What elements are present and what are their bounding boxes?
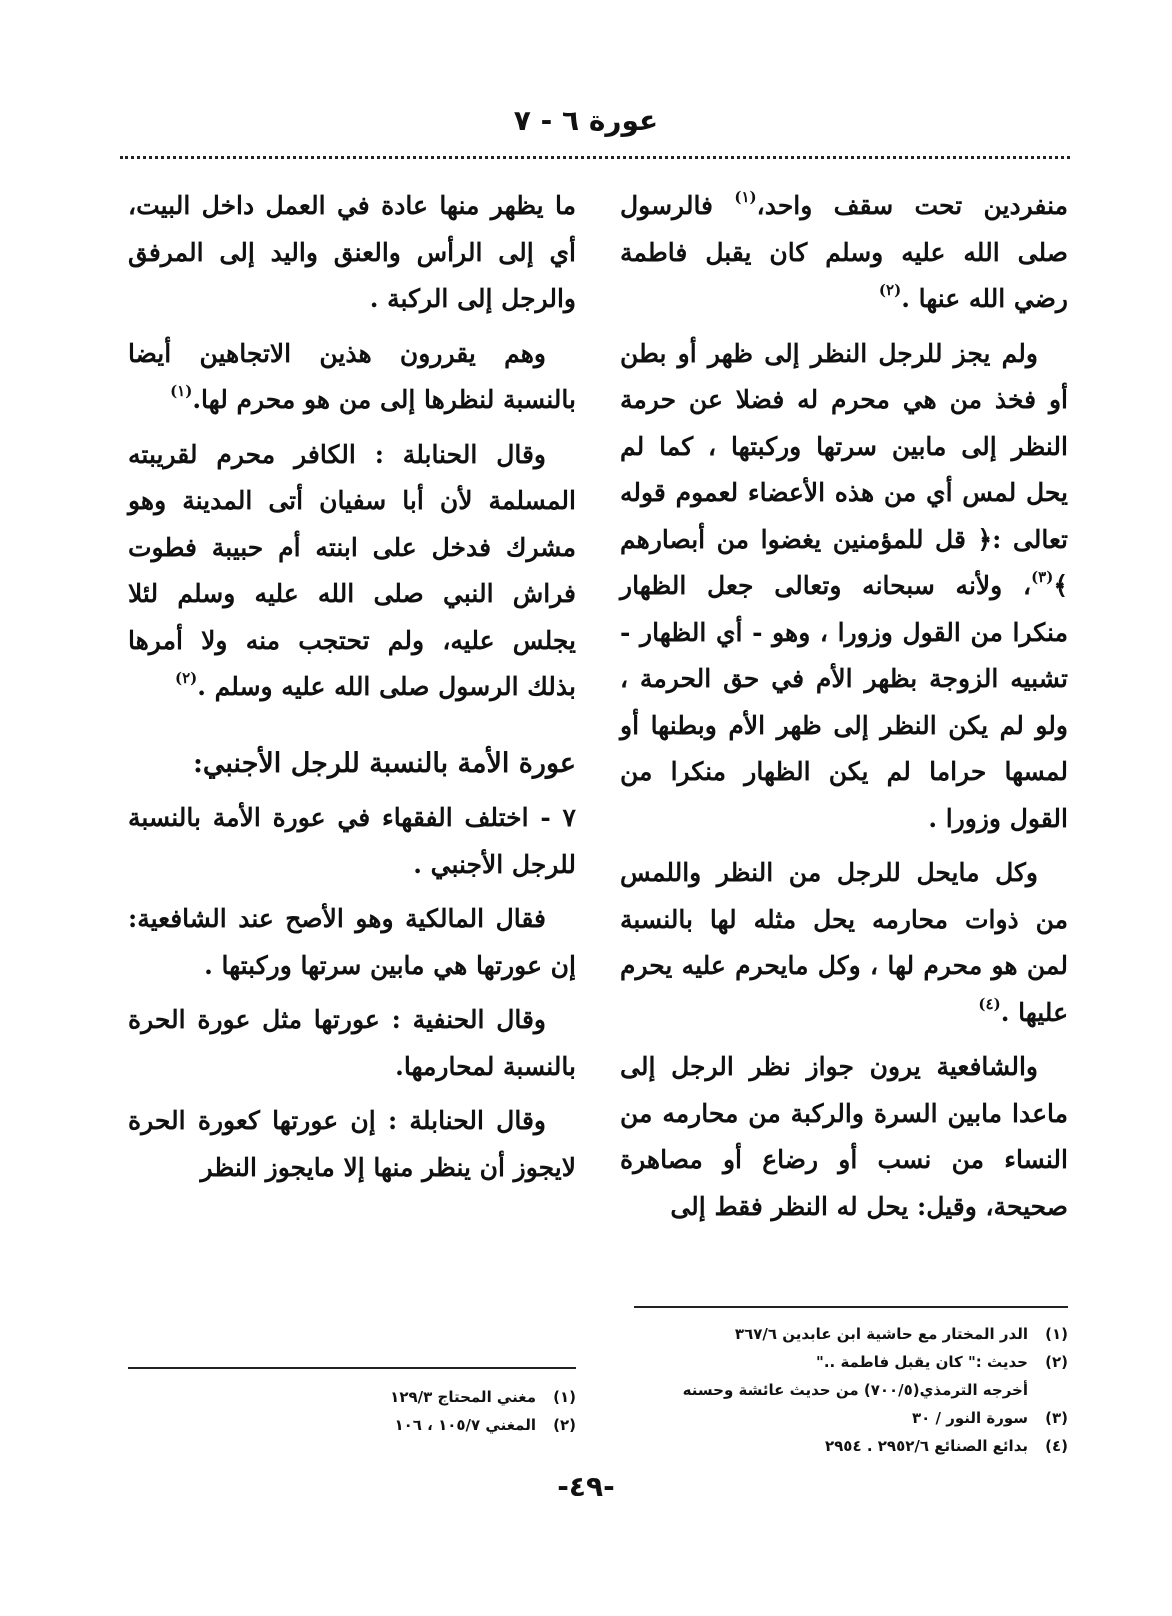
footnote-number: (٢): [1045, 1353, 1068, 1371]
paragraph: [128, 997, 576, 1090]
footnote-separator: [634, 1306, 1068, 1308]
footnote: [128, 1383, 576, 1411]
right-column: [620, 183, 1068, 1238]
paragraph: [620, 1044, 1068, 1230]
paragraph: [620, 331, 1068, 843]
page-header-title: عورة ٦ - ٧: [513, 104, 659, 137]
paragraph-text: ولم يجز للرجل النظر إلى ظهر أو بطن أو فخذ من هي محرم له فضلا عن حرمة النظر إلى مابين سرتها وركبتها ، كما لم يحل لمس أي من هذه الأعضاء لعموم قوله تعالى :﴿ قل للمؤمنين يغضوا من أبصارهم ﴾: [620, 338, 1068, 600]
paragraph: [128, 1098, 576, 1191]
footnote-separator: [128, 1367, 576, 1369]
page-number: -٤٩-: [557, 1470, 615, 1503]
footnote-text: الدر المختار مع حاشية ابن عابدين ٣٦٧/٦: [734, 1325, 1028, 1343]
paragraph-text: منفردين تحت سقف واحد،: [756, 191, 1069, 220]
paragraph-text: وقال الحنفية : عورتها مثل عورة الحرة بالنسبة لمحارمها.: [128, 1005, 576, 1081]
paragraph-text: وقال الحنابلة : إن عورتها كعورة الحرة لايجوز أن ينظر منها إلا مايجوز النظر: [128, 1106, 576, 1182]
footnote: [634, 1348, 1068, 1376]
paragraph: [128, 183, 576, 323]
footnote-text: المغني ١٠٥/٧ ، ١٠٦: [394, 1416, 536, 1434]
paragraph: [128, 331, 576, 424]
footnote: [634, 1320, 1068, 1348]
paragraph: [128, 795, 576, 888]
footnotes-left: [128, 1383, 576, 1439]
footnote-text: سورة النور / ٣٠: [911, 1409, 1028, 1427]
paragraph: [620, 850, 1068, 1036]
paragraph-text: والشافعية يرون جواز نظر الرجل إلى ماعدا مابين السرة والركبة من محارمه من النساء من نسب أو رضاع أو مصاهرة صحيحة، وقيل: يحل له النظر فقط إلى: [620, 1052, 1068, 1221]
paragraph-text: ، ولأنه سبحانه وتعالى جعل الظهار منكرا من القول وزورا ، وهو - أي الظهار - تشبيه الزوجة بظهر الأم في حق الحرمة ، ولو لم يكن النظر إلى ظهر الأم وبطنها أو لمسها حراما لم يكن الظهار منكرا من القول وزورا .: [620, 571, 1068, 833]
paragraph-text: اختلف الفقهاء في عورة الأمة بالنسبة للرجل الأجنبي .: [128, 803, 576, 879]
footnote: [634, 1432, 1068, 1460]
paragraph-text: فالرسول صلى الله عليه وسلم كان يقبل فاطمة رضي الله عنها .: [620, 191, 1068, 313]
footnote-number: (٤): [1045, 1437, 1068, 1455]
footnote-ref: (٢): [878, 281, 902, 299]
footnote-text: حديث :" كان يقبل فاطمة ..": [816, 1353, 1028, 1371]
paragraph-number: ٧ -: [540, 803, 576, 832]
footnote-ref: (١): [734, 188, 757, 206]
footnote-number: (١): [553, 1388, 576, 1406]
section-heading: عورة الأمة بالنسبة للرجل الأجنبي:: [192, 747, 576, 779]
footnote-ref: (١): [170, 382, 193, 400]
footnote-text: بدائع الصنائع ٢٩٥٢/٦ . ٢٩٥٤: [825, 1437, 1028, 1455]
paragraph-text: فقال المالكية وهو الأصح عند الشافعية: إن عورتها هي مابين سرتها وركبتها .: [128, 904, 576, 980]
footnote: [634, 1404, 1068, 1432]
footnote-ref: (٢): [174, 669, 198, 687]
footnote-continuation: أخرجه الترمذي(٧٠٠/٥) من حديث عائشة وحسنه: [682, 1381, 1028, 1399]
header-dotted-rule: [120, 156, 1070, 159]
footnotes-right: [634, 1320, 1068, 1460]
paragraph-text: وكل مايحل للرجل من النظر واللمس من ذوات محارمه يحل مثله لها بالنسبة لمن هو محرم لها ، وكل مايحرم عليه يحرم عليها .: [620, 858, 1068, 1027]
footnote: [128, 1411, 576, 1439]
footnote-number: (٢): [553, 1416, 576, 1434]
left-column: [128, 183, 576, 1199]
paragraph-text: ما يظهر منها عادة في العمل داخل البيت، أي إلى الرأس والعنق واليد إلى المرفق والرجل إلى الركبة .: [128, 191, 576, 313]
paragraph-text: وقال الحنابلة : الكافر محرم لقريبته المسلمة لأن أبا سفيان أتى المدينة وهو مشرك فدخل على ابنته أم حبيبة فطوت فراش النبي صلى الله عليه وسلم لئلا يجلس عليه، ولم تحتجب منه ولا أمرها بذلك الرسول صلى الله عليه وسلم .: [128, 439, 576, 701]
paragraph: [128, 432, 576, 711]
footnote-ref: (٣): [1031, 568, 1054, 586]
footnote-ref: (٤): [978, 994, 1001, 1013]
footnote-text: مغني المحتاج ١٢٩/٣: [390, 1388, 536, 1406]
footnote-number: (١): [1045, 1325, 1068, 1343]
footnote-number: (٣): [1045, 1409, 1068, 1427]
paragraph: [128, 896, 576, 989]
paragraph-text: وهم يقررون هذين الاتجاهين أيضا بالنسبة لنظرها إلى من هو محرم لها.: [128, 338, 576, 414]
paragraph: [620, 183, 1068, 323]
